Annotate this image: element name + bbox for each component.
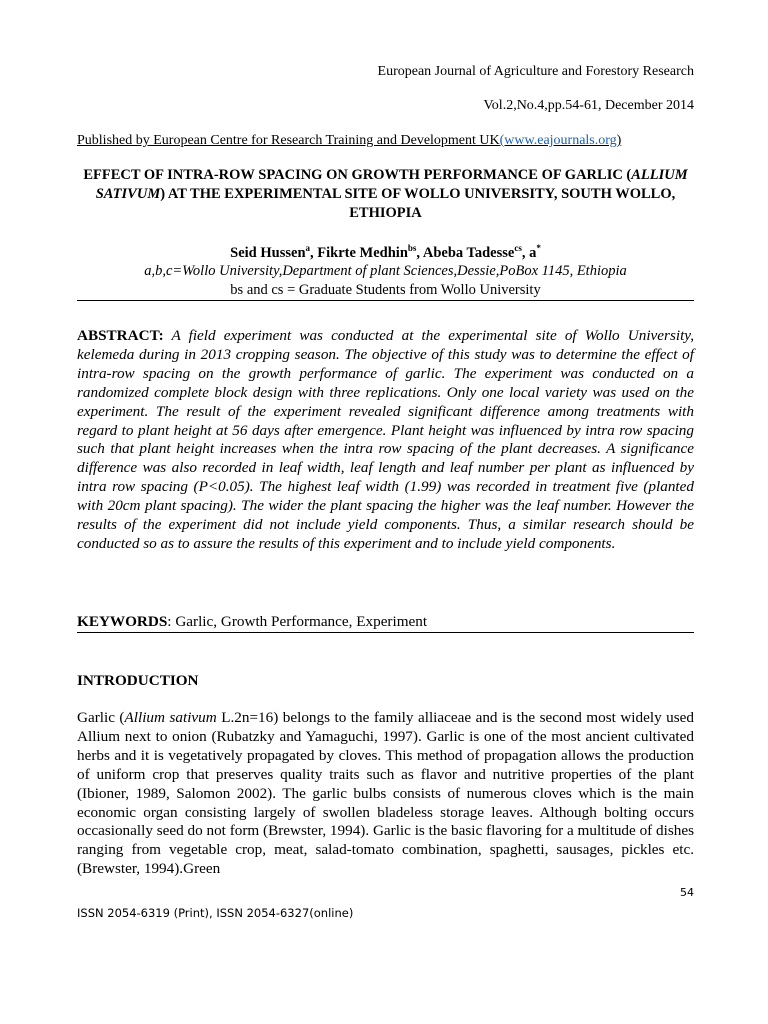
author-3: Abeba Tadesse xyxy=(422,244,515,261)
author-4-sup: * xyxy=(536,243,541,253)
page-number: 54 xyxy=(680,886,694,899)
intro-text-rest: L.2n=16) belongs to the family alliaceae and is the second most widely used Allium next to onion (Rubatzky and Yamaguchi, 1997). Garlic is one of the most ancient cultivated herbs and it is vegetatively propagated by cloves. This method of propagation allows the production of uniform crop that preserves quality traits such as flavor and nutritive properties of the plant (Ibioner, 1989, Salomon 2002). The garlic bulbs consists of numerous cloves which is the main economic organ consisting largely of swollen bladeless storage leaves. Although bolting occurs occasionally seed do not form (Brewster, 1994). Garlic is the basic flavoring for a multitude of dishes ranging from vegetable crop, meat, salad-tomato combination, spaghetti, sausages, pickles etc. (Brewster, 1994).Green xyxy=(77,709,694,878)
author-sep-1: , xyxy=(310,244,318,261)
abstract-label: ABSTRACT: xyxy=(77,327,164,344)
publisher-close: ) xyxy=(616,133,622,148)
author-2-sup: bs xyxy=(407,243,417,253)
author-affiliation: a,b,c=Wollo University,Department of plant Sciences,Dessie,PoBox 1145, Ethiopia xyxy=(144,263,627,279)
issn-footer: ISSN 2054-6319 (Print), ISSN 2054-6327(online) xyxy=(77,906,354,920)
document-page xyxy=(77,0,694,1024)
keywords-text: : Garlic, Growth Performance, Experiment xyxy=(167,613,428,630)
author-list xyxy=(77,243,694,262)
publisher-link[interactable]: (www.eajournals.org xyxy=(499,133,617,148)
introduction-heading: INTRODUCTION xyxy=(77,672,199,689)
graduate-note: bs and cs = Graduate Students from Wollo University xyxy=(230,282,541,298)
keywords-label: KEYWORDS xyxy=(77,613,168,630)
title-part1: EFFECT OF INTRA-ROW SPACING ON GROWTH PERFORMANCE OF GARLIC ( xyxy=(83,167,632,183)
abstract-section xyxy=(77,327,694,554)
abstract-text: A field experiment was conducted at the experimental site of Wollo University, kelemeda during in 2013 cropping season. The objective of this study was to determine the effect of intra-row spacing on the growth performance of garlic. The experiment was conducted on a randomized complete block design with three replications. Only one local variety was used on the experiment. The result of the experiment revealed significant difference among treatments with regard to plant height at 56 days after emergence. Plant height was influenced by intra row spacing such that plant height increases when the intra row spacing of the plant decreases. A significance difference was also recorded in leaf width, leaf length and leaf number per plant as influenced by intra row spacing (P<0.05). The highest leaf width (1.99) was recorded in treatment five (planted with 20cm plant spacing). The wider the plant spacing the higher was the leaf number. However the results of the experiment did not include yield components. Thus, a similar research should be conducted so as to assure the results of this experiment and to include yield components. xyxy=(77,327,694,552)
keywords-line xyxy=(77,613,427,631)
title-part2: ) AT THE EXPERIMENTAL SITE OF WOLLO UNIVERSITY, SOUTH WOLLO, ETHIOPIA xyxy=(160,186,676,221)
divider-keywords xyxy=(77,632,694,633)
author-2: Fikrte Medhin xyxy=(317,244,408,261)
publisher-line xyxy=(77,133,621,149)
title-species: ALLIUM SATIVUM xyxy=(95,167,688,202)
author-1: Seid Hussen xyxy=(230,244,306,261)
introduction-paragraph xyxy=(77,709,694,879)
author-sep-2: , xyxy=(416,244,423,261)
intro-text-start: Garlic ( xyxy=(77,709,125,726)
publisher-text: Published by European Centre for Research Training and Development UK xyxy=(77,133,500,148)
author-1-sup: a xyxy=(305,243,311,253)
journal-name: European Journal of Agriculture and Forestory Research xyxy=(377,64,694,79)
divider-top xyxy=(77,300,694,301)
paper-title xyxy=(77,166,694,223)
author-3-sup: cs xyxy=(514,243,522,253)
intro-species: Allium sativum xyxy=(124,709,217,726)
journal-volume: Vol.2,No.4,pp.54-61, December 2014 xyxy=(483,98,694,113)
author-sep-3: , a xyxy=(521,244,537,261)
